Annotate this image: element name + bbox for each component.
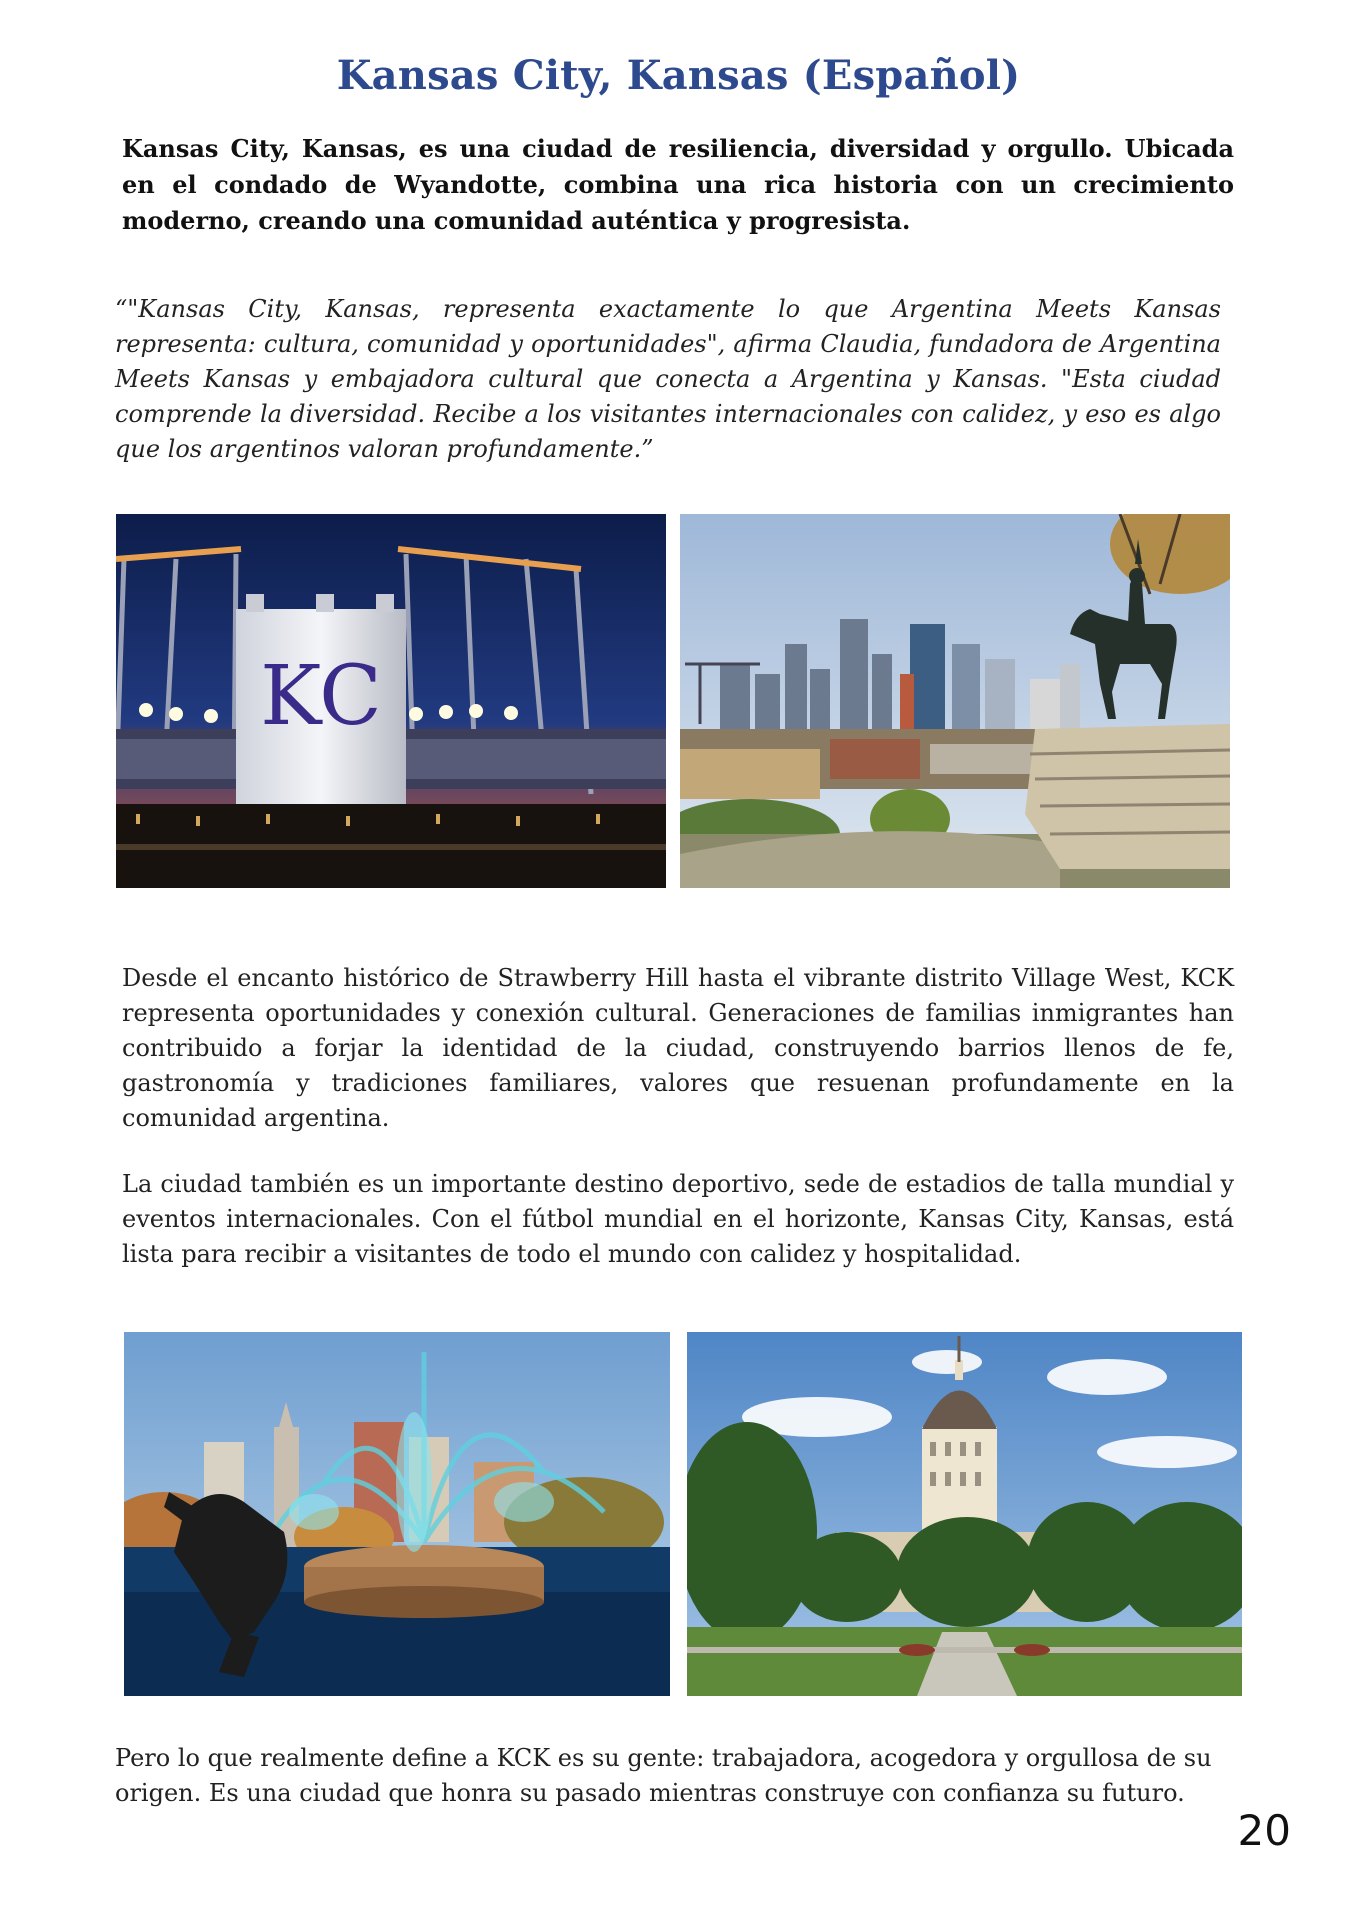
intro-paragraph: Kansas City, Kansas, es una ciudad de resiliencia, diversidad y orgullo. Ubicada en el condado de Wyandotte, combina una rica historia con un crecimiento moderno, creando una comunidad auténtica y progresista. (122, 134, 1234, 235)
kc-logo: KC (260, 649, 382, 744)
capitol-dome-photo (687, 1332, 1242, 1696)
body-paragraph-2: La ciudad también es un importante destino deportivo, sede de estadios de talla mundial y eventos internacionales. Con el fútbol mundial en el horizonte, Kansas City, Kansas, está lista para recibir a visitantes de todo el mundo con calidez y hospitalidad. (122, 1170, 1234, 1268)
page-title: Kansas City, Kansas (Español) (336, 52, 1021, 99)
skyline-scout-statue-photo (680, 514, 1230, 888)
fountain-photo (124, 1332, 670, 1696)
closing-paragraph: Pero lo que realmente define a KCK es su gente: trabajadora, acogedora y orgullosa de su origen. Es una ciudad que honra su pasado mientras construye con confianza su futuro. (115, 1744, 1212, 1807)
body-paragraph-1: Desde el encanto histórico de Strawberry Hill hasta el vibrante distrito Village West, KCK representa oportunidades y conexión cultural. Generaciones de familias inmigrantes han contribuido a forjar la identidad de la ciudad, construyendo barrios llenos de fe, gastronomía y tradiciones familiares, valores que resuenan profundamente en la comunidad argentina. (122, 964, 1234, 1132)
stadium-night-photo (116, 514, 666, 888)
page-number: 20 (1237, 1806, 1291, 1855)
testimonial-quote: “"Kansas City, Kansas, representa exactamente lo que Argentina Meets Kansas representa: cultura, comunidad y oportunidades", afirma Claudia, fundadora de Argentina Meets Kansas y embajadora cultural que conecta a Argentina y Kansas. "Esta ciudad comprende la diversidad. Recibe a los visitantes internacionales con calidez, y eso es algo que los argentinos valoran profundamente.” (115, 295, 1221, 463)
